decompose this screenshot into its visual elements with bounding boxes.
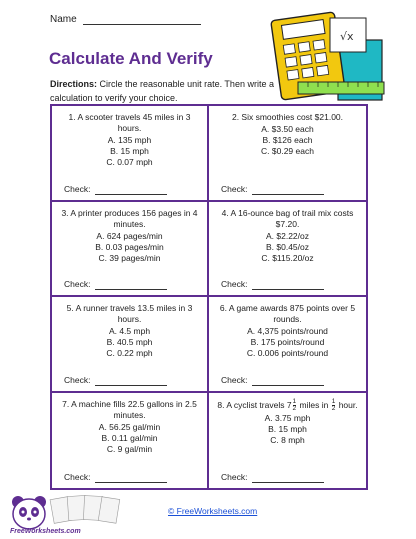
option-b[interactable]: B. 15 mph [268, 423, 307, 434]
question-part: 8. A cyclist travels 7 [217, 399, 292, 410]
option-c[interactable]: C. 9 gal/min [106, 443, 153, 454]
fraction-denominator: 2 [331, 404, 336, 412]
option-b[interactable]: B. 0.03 pages/min [95, 241, 164, 252]
problem-question: 5. A runner travels 13.5 miles in 3 hours. [66, 303, 193, 324]
check-row [64, 184, 167, 195]
directions-text: Circle the reasonable unit rate. Then write a calculation to verify your choice. [50, 79, 274, 103]
svg-text:√x: √x [340, 30, 354, 43]
check-line[interactable] [252, 474, 324, 483]
check-line[interactable] [252, 281, 324, 290]
check-row [221, 279, 324, 290]
name-line[interactable] [83, 15, 201, 25]
check-line[interactable] [95, 186, 167, 195]
problem-question: 3. A printer produces 156 pages in 4 minutes. [61, 207, 198, 229]
option-b[interactable]: B. 175 points/round [250, 337, 325, 347]
check-row [64, 472, 167, 483]
option-b[interactable]: B. 40.5 mph [106, 337, 153, 347]
check-label: Check: [221, 183, 248, 194]
check-label: Check: [221, 472, 248, 482]
check-label: Check: [64, 472, 91, 482]
option-c[interactable]: C. 0.006 points/round [246, 348, 329, 358]
problem-7 [52, 393, 209, 489]
option-a[interactable]: A. 135 mph [107, 135, 152, 145]
problem-grid [50, 104, 368, 490]
problem-question: 6. A game awards 875 points over 5 rounds. [219, 303, 356, 324]
problem-question [209, 393, 366, 412]
directions [50, 77, 290, 105]
option-c[interactable]: C. 0.22 mph [106, 348, 153, 358]
check-row [64, 279, 167, 290]
check-row [221, 375, 324, 386]
problem-question: 1. A scooter travels 45 miles in 3 hours. [68, 112, 191, 133]
fraction-numerator: 1 [331, 397, 336, 405]
option-a[interactable]: A. $3.50 each [261, 124, 314, 134]
option-a[interactable]: A. 4,375 points/round [247, 326, 328, 336]
question-part: hour. [336, 399, 358, 410]
check-row [64, 375, 167, 386]
logo-text: FreeWorksheets.com [10, 528, 81, 535]
check-line[interactable] [95, 281, 167, 290]
check-label: Check: [221, 374, 248, 385]
directions-label: Directions: [50, 79, 98, 89]
problem-2 [209, 106, 366, 202]
problem-1 [52, 106, 209, 202]
problem-6 [209, 297, 366, 393]
check-row [221, 472, 324, 483]
option-a[interactable]: A. 4.5 mph [108, 326, 151, 336]
check-label: Check: [64, 374, 91, 385]
problem-question: 4. A 16-ounce bag of trail mix costs $7.20. [221, 207, 354, 229]
problem-4 [209, 202, 366, 298]
footer-link[interactable]: © FreeWorksheets.com [168, 506, 258, 516]
problem-8 [209, 393, 366, 489]
option-b[interactable]: B. $0.45/oz [265, 241, 309, 252]
problem-3 [52, 202, 209, 298]
option-b[interactable]: B. 15 mph [110, 146, 149, 156]
check-line[interactable] [252, 377, 324, 386]
fraction [332, 399, 336, 412]
check-label: Check: [64, 183, 91, 194]
fraction-denominator: 2 [292, 404, 297, 412]
check-line[interactable] [95, 377, 167, 386]
option-c[interactable]: C. 39 pages/min [98, 252, 161, 263]
check-row [221, 184, 324, 195]
check-label: Check: [221, 279, 248, 289]
option-a[interactable]: A. 3.75 mph [264, 412, 311, 423]
option-c[interactable]: C. $0.29 each [261, 146, 314, 156]
page-title: Calculate And Verify [49, 49, 213, 68]
option-c[interactable]: C. 0.07 mph [106, 157, 153, 167]
question-part: miles in [297, 399, 331, 410]
check-label: Check: [64, 279, 91, 289]
fraction [293, 399, 297, 412]
option-a[interactable]: A. 624 pages/min [96, 230, 163, 241]
problem-question: 2. Six smoothies cost $21.00. [231, 112, 344, 122]
name-label: Name [50, 14, 77, 25]
option-c[interactable]: C. $115.20/oz [261, 252, 314, 263]
calculator-illustration [268, 10, 386, 102]
problem-question: 7. A machine fills 22.5 gallons in 2.5 minutes. [62, 398, 197, 420]
check-line[interactable] [95, 474, 167, 483]
fraction-numerator: 1 [292, 397, 297, 405]
option-a[interactable]: A. $2.22/oz [265, 230, 309, 241]
option-b[interactable]: B. 0.11 gal/min [101, 432, 158, 443]
name-row [50, 14, 201, 25]
check-line[interactable] [252, 186, 324, 195]
option-c[interactable]: C. 8 mph [270, 434, 305, 445]
problem-5 [52, 297, 209, 393]
option-b[interactable]: B. $126 each [262, 135, 313, 145]
option-a[interactable]: A. 56.25 gal/min [98, 421, 161, 432]
